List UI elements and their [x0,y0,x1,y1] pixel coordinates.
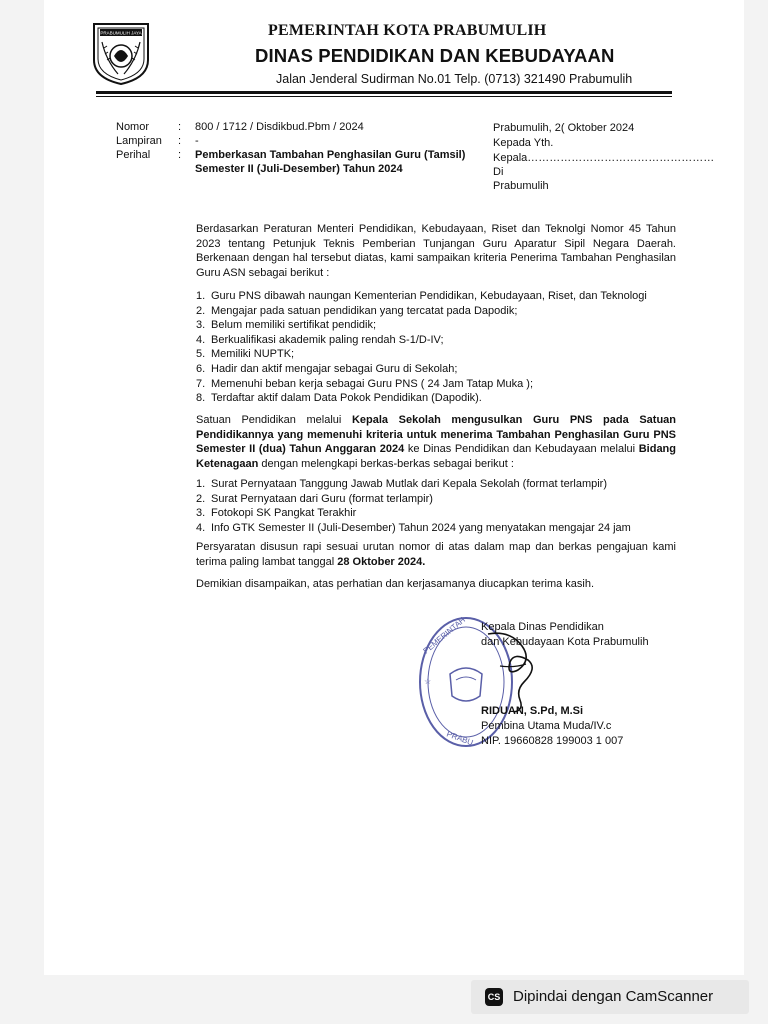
letterhead-department: DINAS PENDIDIKAN DAN KEBUDAYAAN [255,45,615,66]
letterhead-address: Jalan Jenderal Sudirman No.01 Telp. (0713) 321490 Prabumulih [276,72,633,86]
recipient-kepala: Kepala…………………………………………… [493,152,715,164]
closing-paragraph: Demikian disampaikan, atas perhatian dan kerjasamanya diucapkan terima kasih. [196,578,595,590]
signatory-title-2: dan Kebudayaan Kota Prabumulih [481,636,649,648]
files-list [196,477,676,535]
submission-paragraph: Satuan Pendidikan melalui Kepala Sekolah mengusulkan Guru PNS pada Satuan Pendidikannya yang memenuhi kriteria untuk menerima Tambahan Penghasilan Guru PNS Semester II (dua) Tahun Anggaran 2024 ke Dinas Pendidikan dan Kebudayaan melalui Bidang Ketenagaan dengan melengkapi berkas-berkas sebagai berikut : [196,414,676,470]
signatory-title-1: Kepala Dinas Pendidikan [481,621,604,633]
list-item: 1. Surat Pernyataan Tanggung Jawab Mutlak dari Kepala Sekolah (format terlampir) [196,478,608,490]
signatory-rank: Pembina Utama Muda/IV.c [481,720,612,732]
intro-paragraph: Berdasarkan Peraturan Menteri Pendidikan, Kebudayaan, Riset dan Teknolgi Nomor 45 Tahun 2023 tentang Petunjuk Teknis Pemberian Tunjangan Guru Aparatur Sipil Negara Daerah. Berkenaan dengan hal tersebut diatas, kami sampaikan kriteria Penerima Tambahan Penghasilan Guru ASN sebagai berikut : [196,223,676,279]
deadline-paragraph: Persyaratan disusun rapi sesuai urutan nomor di atas dalam map dan berkas pengajuan kami terima paling lambat tanggal 28 Oktober 2024. [196,541,676,568]
nomor-value: 800 / 1712 / Disdikbud.Pbm / 2024 [195,121,364,133]
perihal-line-2: Semester II (Juli-Desember) Tahun 2024 [195,163,403,175]
perihal-line-1: Pemberkasan Tambahan Penghasilan Guru (Tamsil) [195,149,466,161]
list-item: 1. Guru PNS dibawah naungan Kementerian Pendidikan, Kebudayaan, Riset, dan Teknologi [196,290,647,302]
letterhead-rule-thin [96,96,672,97]
list-item: 6. Hadir dan aktif mengajar sebagai Guru di Sekolah; [196,362,458,375]
signatory-nip: NIP. 19660828 199003 1 007 [481,735,624,747]
perihal-colon: : [178,149,182,161]
svg-text:PRABU: PRABU [445,729,475,748]
letter-date: Prabumulih, 2( Oktober 2024 [493,122,635,134]
signatory-name: RIDUAN, S.Pd, M.Si [481,705,584,717]
list-item: 5. Memiliki NUPTK; [196,348,295,361]
recipient-di: Di [493,166,504,178]
list-item: 3. Fotokopi SK Pangkat Terakhir [196,507,357,520]
camscanner-icon: CS [485,988,503,1006]
lampiran-colon: : [178,135,182,147]
camscanner-text: Dipindai dengan CamScanner [513,988,714,1005]
list-item: 2. Mengajar pada satuan pendidikan yang tercatat pada Dapodik; [196,304,518,317]
list-item: 7. Memenuhi beban kerja sebagai Guru PNS ( 24 Jam Tatap Muka ); [196,377,534,390]
list-item: 8. Terdaftar aktif dalam Data Pokok Pendidikan (Dapodik). [196,392,482,405]
recipient-city: Prabumulih [493,180,549,192]
svg-text:☆: ☆ [424,677,432,686]
recipient-to: Kepada Yth. [493,137,554,149]
lampiran-value: - [195,135,199,147]
perihal-label: Perihal [116,149,151,161]
list-item: 3. Belum memiliki sertifikat pendidik; [196,319,377,332]
city-emblem-icon [88,20,154,86]
svg-text:PEMERINTAH: PEMERINTAH [421,615,468,656]
camscanner-watermark [471,980,749,1014]
letterhead-rule-thick [96,91,672,94]
list-item: 4. Info GTK Semester II (Juli-Desember) Tahun 2024 yang menyatakan mengajar 24 jam [196,521,631,534]
svg-text:PRABUMULIH JAYA: PRABUMULIH JAYA [100,30,142,36]
nomor-label: Nomor [116,121,150,133]
nomor-colon: : [178,121,182,133]
criteria-list [196,289,676,406]
letterhead-government: PEMERINTAH KOTA PRABUMULIH [268,22,547,39]
lampiran-label: Lampiran [116,135,162,147]
list-item: 2. Surat Pernyataan dari Guru (format terlampir) [196,492,433,505]
list-item: 4. Berkualifikasi akademik paling rendah S-1/D-IV; [196,333,444,346]
